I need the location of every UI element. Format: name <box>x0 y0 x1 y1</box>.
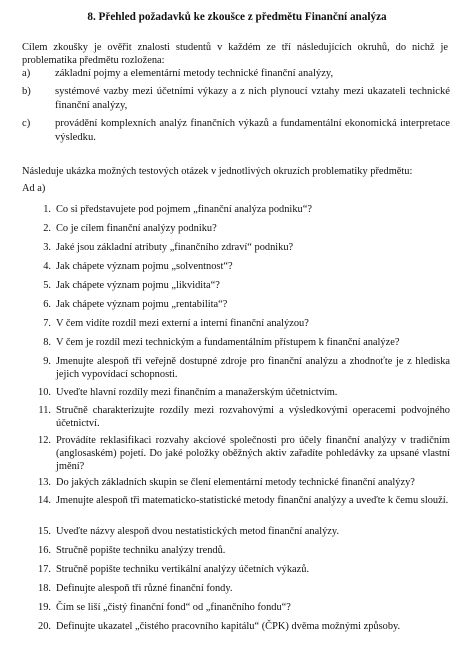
question-number: 2. <box>43 223 51 234</box>
question-number: 14. <box>38 495 51 506</box>
question-text: Stručně popište techniku vertikální analýzy účetních výkazů. <box>56 564 310 575</box>
question-text: Stručně charakterizujte rozdíly mezi rozvahovými a výsledkovými operacemi podvojného účetnictví. <box>56 405 450 429</box>
objective-text: provádění komplexních analýz finančních výkazů a fundamentální ekonomická interpretace výsledku. <box>55 118 450 143</box>
question-text: Jmenujte alespoň tři veřejně dostupné zdroje pro finanční analýzu a zhodnoťte je z hlediska jejich vypovídací schopnosti. <box>56 356 450 380</box>
question-number: 20. <box>38 621 51 632</box>
question-text: Jaké jsou základní atributy „finančního zdraví“ podniku? <box>56 242 294 253</box>
question-number: 4. <box>43 261 51 272</box>
question-text: V čem je rozdíl mezi technickým a fundamentálním přístupem k finanční analýze? <box>56 337 400 348</box>
question-number: 13. <box>38 477 51 488</box>
section-heading: Ad a) <box>22 183 46 194</box>
question-number: 12. <box>38 435 51 446</box>
question-number: 18. <box>38 583 51 594</box>
question-text: Jak chápete význam pojmu „solventnost“? <box>56 261 233 272</box>
question-text: Stručně popište techniku analýzy trendů. <box>56 545 226 556</box>
question-text: Definujte alespoň tři různé finanční fondy. <box>56 583 233 594</box>
question-text: V čem vidíte rozdíl mezi externí a interní finanční analýzou? <box>56 318 309 329</box>
question-text: Co je cílem finanční analýzy podniku? <box>56 223 217 234</box>
question-number: 8. <box>43 337 51 348</box>
question-text: Do jakých základních skupin se člení elementární metody technické finanční analýzy? <box>56 477 415 488</box>
question-text: Definujte ukazatel „čistého pracovního kapitálu“ (ČPK) dvěma možnými způsoby. <box>56 621 401 632</box>
question-text: Jak chápete význam pojmu „rentabilita“? <box>56 299 228 310</box>
question-number: 10. <box>38 387 51 398</box>
page-title: 8. Přehled požadavků ke zkoušce z předmětu Finanční analýza <box>87 11 387 23</box>
question-text: Co si představujete pod pojmem „finanční analýza podniku“? <box>56 204 312 215</box>
question-text: Uveďte hlavní rozdíly mezi finančním a manažerským účetnictvím. <box>56 387 338 398</box>
objective-item <box>22 117 452 145</box>
question-text: Uveďte názvy alespoň dvou nestatistických metod finanční analýzy. <box>56 526 340 537</box>
question-number: 3. <box>43 242 51 253</box>
question-number: 7. <box>43 318 51 329</box>
question-text: Provádíte reklasifikaci rozvahy akciové společnosti pro účely finanční analýzy v tradičním (anglosaském) pojetí. Do jaké položky oběžných aktiv zařadíte pohledávky za upsané vlastní jmění? <box>56 435 450 472</box>
objective-marker: a) <box>22 68 31 79</box>
objective-item <box>22 67 452 81</box>
question-number: 19. <box>38 602 51 613</box>
question-number: 16. <box>38 545 51 556</box>
question-text: Jmenujte alespoň tři matematicko-statistické metody finanční analýzy a uveďte k čemu slouží. <box>56 495 449 506</box>
question-number: 17. <box>38 564 51 575</box>
question-number: 9. <box>43 356 51 367</box>
objective-text: základní pojmy a elementární metody technické finanční analýzy, <box>55 68 334 79</box>
question-number: 5. <box>43 280 51 291</box>
objective-marker: c) <box>22 118 31 129</box>
intro-paragraph: Cílem zkoušky je ověřit znalosti studentů v každém ze tří následujících okruhů, do nichž je problematika předmětu rozložena: <box>22 42 448 66</box>
question-text: Čím se liší „čistý finanční fond“ od „finančního fondu“? <box>56 602 291 613</box>
objective-item <box>22 85 452 113</box>
objective-marker: b) <box>22 86 31 97</box>
question-number: 6. <box>43 299 51 310</box>
question-text: Jak chápete význam pojmu „likvidita“? <box>56 280 220 291</box>
question-number: 1. <box>43 204 51 215</box>
question-number: 11. <box>38 405 51 416</box>
objective-text: systémové vazby mezi účetními výkazy a z nich plynoucí vztahy mezi ukazateli technické finanční analýzy, <box>55 86 450 111</box>
question-number: 15. <box>38 526 51 537</box>
questions-lead: Následuje ukázka možných testových otázek v jednotlivých okruzích problematiky předmětu: <box>22 166 413 177</box>
